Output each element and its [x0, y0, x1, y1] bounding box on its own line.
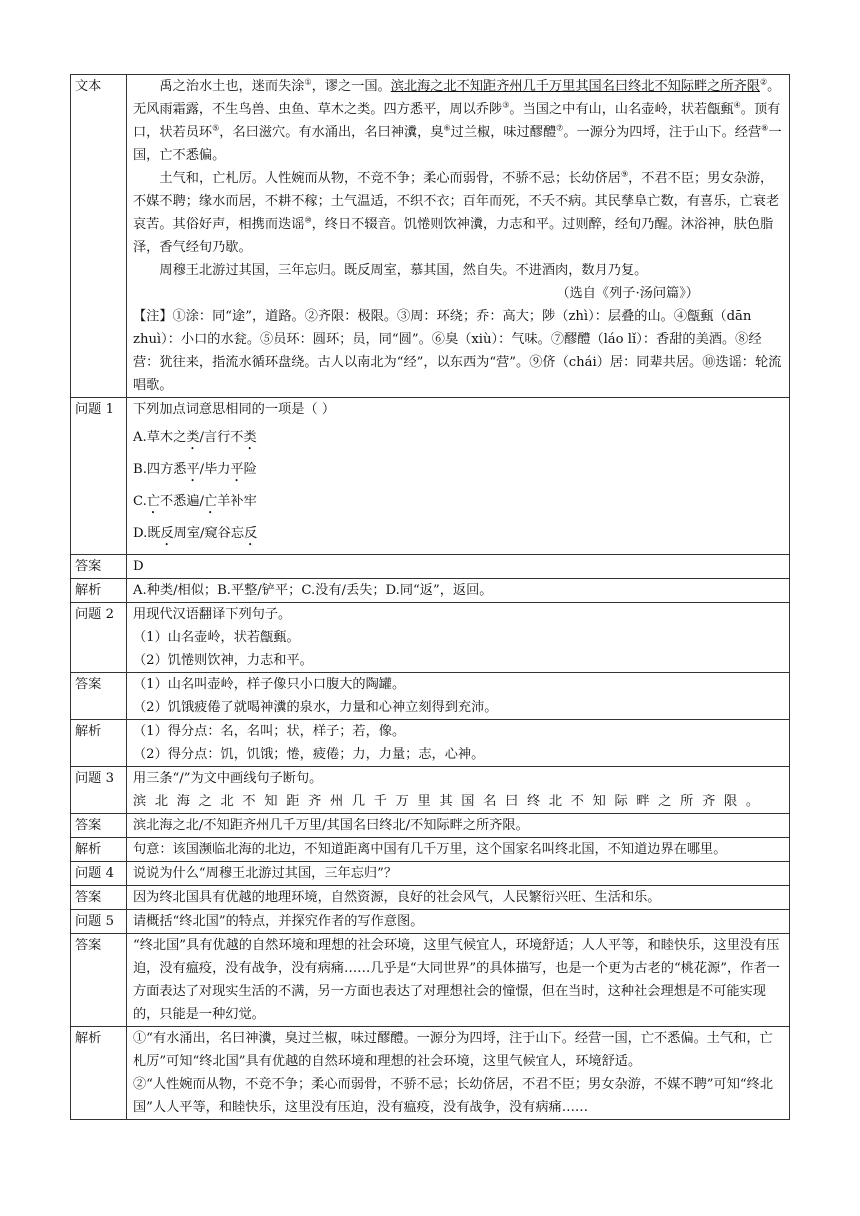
q2-answer-row — [71, 673, 790, 720]
option-text: /言行不 — [199, 430, 244, 445]
q1-option-a — [133, 426, 783, 453]
option-text: /毕力 — [199, 462, 231, 477]
q3-answer-row — [71, 814, 790, 838]
q1-option-c — [133, 490, 783, 517]
row-label: 文本 — [71, 75, 127, 398]
q1-option-d — [133, 522, 783, 549]
dotted-word: 反 — [244, 526, 258, 541]
q1-analysis: A.种类/相似；B.平整/铲平；C.没有/丢失；D.同“返”，返回。 — [127, 579, 790, 603]
q3-answer: 滨北海之北/不知距齐州几千万里/其国名曰终北/不知际畔之所齐限。 — [127, 814, 790, 838]
q5-question: 请概括“终北国”的特点，并探究作者的写作意图。 — [127, 910, 790, 934]
q5-analysis-1: ①“有水涌出，名曰神瀵，臭过兰椒，味过醪醴。一源分为四埒，注于山下。经营一国，亡不悉偏。土气和，亡札厉”可知“终北国”具有优越的自然环境和理想的社会环境，这里气候宜人，环境舒适。 — [133, 1031, 773, 1069]
paragraph-1 — [133, 75, 783, 167]
text-span: 。无风雨霜露，不生鸟兽、虫鱼、草木之类。四方悉平，周以乔陟 — [133, 79, 781, 117]
q2-question — [127, 603, 790, 673]
text-row — [71, 75, 790, 398]
source-citation: （选自《列子·汤问篇》） — [556, 286, 699, 301]
option-text: 周室/窥谷忘 — [173, 526, 245, 541]
option-text: C. — [133, 494, 147, 509]
q2-row — [71, 603, 790, 673]
row-label: 答案 — [71, 814, 127, 838]
q3-row — [71, 767, 790, 814]
q3-sentence: 滨北海之北不知距齐州几千万里其国名曰终北不知际畔之所齐限。 — [133, 794, 768, 809]
annotations: 【注】①涂：同“途”，道路。②齐限：极限。③周：环绕；乔：高大；陟（zhì）：层叠的山。④甔甀（dān zhuì）：小口的水瓮。⑤员环：圆环；员，同“圆”。⑥臭（xiù）：气味。⑦醪醴（láo lǐ）：香甜的美酒。⑧经营：犹往来，指流水循环盘绕。古人以南北为“经”，以东西为“营”。⑨侪（chái）居：同辈共居。⑩迭谣：轮流唱歌。 — [133, 309, 782, 393]
q2-stem: 用现代汉语翻译下列句子。 — [133, 607, 292, 622]
text-span: 。一源分为四埒，注于山下。经营 — [563, 125, 762, 140]
footnote-mark: ⑤ — [212, 123, 220, 133]
q5-answer-row — [71, 934, 790, 1027]
footnote-mark: ⑦ — [556, 123, 564, 133]
option-text: 羊补牢 — [217, 494, 257, 509]
q3-analysis-row — [71, 838, 790, 862]
q2-analysis-2: （2）得分点：饥，饥饿；惓，疲倦；力，力量；志，心神。 — [133, 747, 485, 762]
row-label: 问题 1 — [71, 398, 127, 555]
row-label: 问题 3 — [71, 767, 127, 814]
option-text: 不悉遍/ — [160, 494, 205, 509]
text-span: 。当国之中有山，山名壶岭，状若甔甀 — [509, 102, 734, 117]
row-label: 解析 — [71, 579, 127, 603]
q2-item-1: （1）山名壶岭，状若甔甀。 — [133, 630, 300, 645]
q2-analysis-row — [71, 720, 790, 767]
q4-answer-row — [71, 886, 790, 910]
row-label: 答案 — [71, 555, 127, 579]
row-label: 解析 — [71, 838, 127, 862]
text-span: 禹之治水土也，迷而失涂 — [159, 79, 305, 94]
option-text: D.既 — [133, 526, 161, 541]
q3-analysis: 句意：该国濒临北海的北边，不知道距离中国有几千万里，这个国家名叫终北国，不知道边界在哪里。 — [127, 838, 790, 862]
paragraph-3: 周穆王北游过其国，三年忘归。既反周室，慕其国，然自失。不进酒肉，数月乃复。 — [159, 263, 648, 278]
dotted-word: 平 — [186, 462, 200, 477]
q4-row — [71, 862, 790, 886]
q5-analysis — [127, 1027, 790, 1120]
footnote-mark: ⑧ — [761, 123, 769, 133]
option-text: B.四方悉 — [133, 462, 187, 477]
row-label: 解析 — [71, 720, 127, 767]
text-span: ，终日不辍音。饥惓则饮神瀵，力志和平。过则醉，经旬乃醒。沐浴神，肤色脂泽，香气经旬乃歇。 — [133, 217, 774, 255]
q4-answer: 因为终北国具有优越的地理环境，自然资源，良好的社会风气，人民繁衍兴旺、生活和乐。 — [127, 886, 790, 910]
footnote-mark: ① — [304, 77, 312, 87]
q2-answer — [127, 673, 790, 720]
text-span: ，谬之一国。 — [311, 79, 391, 94]
q1-analysis-row — [71, 579, 790, 603]
q3-question — [127, 767, 790, 814]
dotted-word: 类 — [243, 430, 257, 445]
q5-analysis-2: ②“人性婉而从物，不竞不争；柔心而弱骨，不骄不忌；长幼侪居，不君不臣；男女杂游，不媒不聘”可知“终北国”人人平等，和睦快乐，这里没有压迫，没有瘟疫，没有战争，没有病痛…… — [133, 1077, 774, 1115]
footnote-mark: ③ — [502, 100, 510, 110]
q2-answer-1: （1）山名叫壶岭，样子像只小口腹大的陶罐。 — [133, 677, 406, 692]
q5-analysis-row — [71, 1027, 790, 1120]
dotted-word: 反 — [160, 526, 174, 541]
row-label: 答案 — [71, 886, 127, 910]
underlined-sentence: 滨北海之北不知距齐州几千万里其国名曰终北不知际畔之所齐限 — [390, 79, 760, 94]
text-span: 。顶有口，状若员环 — [133, 102, 781, 140]
q1-row — [71, 398, 790, 555]
q2-item-2: （2）饥惓则饮神，力志和平。 — [133, 653, 313, 668]
row-label: 解析 — [71, 1027, 127, 1120]
q2-analysis — [127, 720, 790, 767]
row-label: 问题 4 — [71, 862, 127, 886]
footnote-mark: ④ — [733, 100, 741, 110]
q5-row — [71, 910, 790, 934]
dotted-word: 亡 — [146, 494, 160, 509]
row-label: 答案 — [71, 934, 127, 1027]
text-span: 一国，亡不悉偏。 — [133, 125, 782, 163]
paragraph-2 — [133, 167, 783, 259]
row-label: 问题 2 — [71, 603, 127, 673]
text-span: 过兰椒，味过醪醴 — [450, 125, 557, 140]
q2-analysis-1: （1）得分点：名，名叫；状，样子；若，像。 — [133, 724, 406, 739]
q1-question — [127, 398, 790, 555]
option-text: A.草木之 — [133, 430, 187, 445]
row-label: 答案 — [71, 673, 127, 720]
option-text: 险 — [243, 462, 257, 477]
dotted-word: 亡 — [204, 494, 218, 509]
q1-option-b — [133, 458, 783, 485]
q5-answer: “终北国”具有优越的自然环境和理想的社会环境，这里气候宜人，环境舒适；人人平等，和睦快乐，这里没有压迫，没有瘟疫，没有战争，没有病痛……几乎是“大同世界”的具体描写，也是一个更为古老的“桃花源”，作者一方面表达了对现实生活的不满，另一方面也表达了对理想社会的憧憬，但在当时，这种社会理想是不可能实现的，只能是一种幻觉。 — [127, 934, 790, 1027]
text-span: 土气和，亡札厉。人性婉而从物，不竞不争；柔心而弱骨，不骄不忌；长幼侪居 — [159, 171, 621, 186]
q1-stem: 下列加点词意思相同的一项是（ ） — [133, 402, 336, 417]
row-label: 问题 5 — [71, 910, 127, 934]
q3-stem: 用三条“/”为文中画线句子断句。 — [133, 771, 323, 786]
dotted-word: 类 — [186, 430, 200, 445]
footnote-mark: ② — [760, 77, 768, 87]
q2-answer-2: （2）饥饿疲倦了就喝神瀵的泉水，力量和心神立刻得到充沛。 — [133, 700, 498, 715]
footnote-mark: ⑥ — [443, 123, 451, 133]
classical-text — [127, 75, 790, 398]
worksheet-table — [70, 74, 790, 1120]
q1-answer-row — [71, 555, 790, 579]
footnote-mark: ⑩ — [304, 215, 312, 225]
dotted-word: 平 — [230, 462, 244, 477]
q4-question: 说说为什么“周穆王北游过其国，三年忘归”？ — [127, 862, 790, 886]
q1-answer: D — [127, 555, 790, 579]
text-span: ，不君不臣；男女杂游，不媒不聘；缘水而居，不耕不稼；土气温适，不织不衣；百年而死，不夭不病。其民孳阜亡数，有喜乐，亡衰老哀苦。其俗好声，相携而迭谣 — [133, 171, 780, 232]
text-span: ，名曰滋穴。有水涌出，名曰神瀵，臭 — [219, 125, 444, 140]
footnote-mark: ⑨ — [620, 169, 629, 179]
